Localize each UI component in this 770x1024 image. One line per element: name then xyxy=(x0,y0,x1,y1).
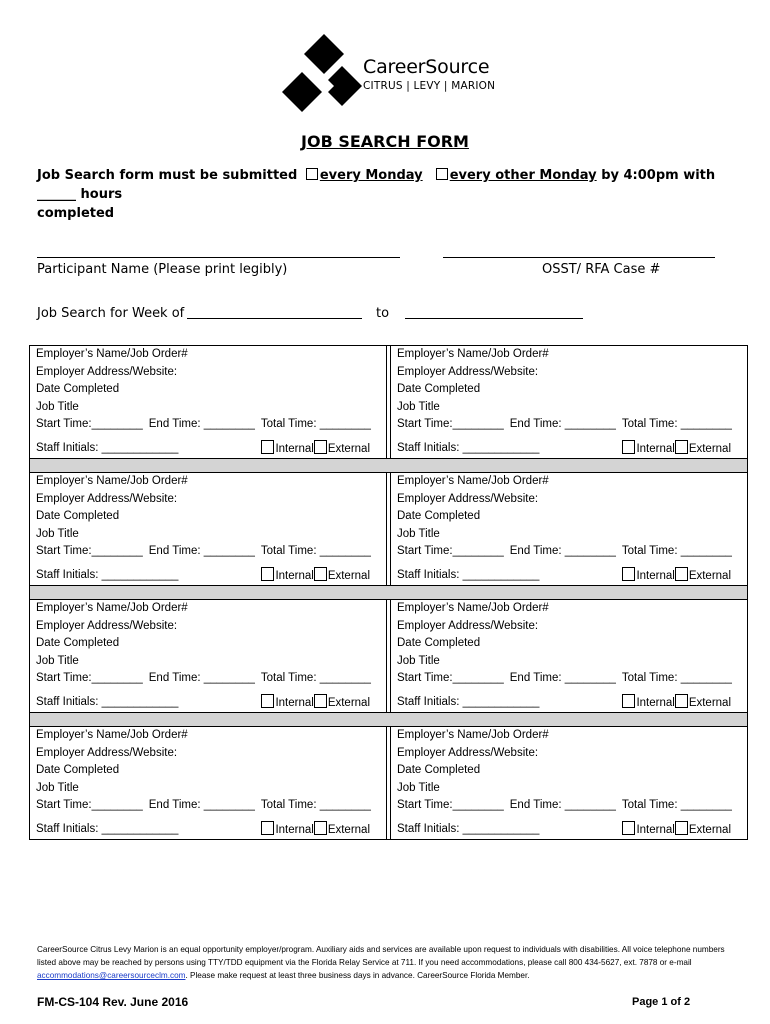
total-time-field[interactable]: Total Time: ________ xyxy=(621,545,732,557)
external-checkbox[interactable] xyxy=(675,440,688,454)
internal-checkbox[interactable] xyxy=(622,694,635,708)
job-title-field[interactable]: Job Title xyxy=(36,654,79,667)
end-time-field[interactable]: End Time: ________ xyxy=(509,545,616,557)
staff-initials-field[interactable]: Staff Initials: ____________ xyxy=(36,822,179,835)
address-field[interactable]: Employer Address/Website: xyxy=(36,365,178,378)
address-field[interactable]: Employer Address/Website: xyxy=(36,492,178,505)
start-time-field[interactable]: Start Time:________ xyxy=(397,799,504,811)
entry-right xyxy=(390,473,748,585)
internal-label: Internal xyxy=(636,569,675,582)
end-time-field[interactable]: End Time: ________ xyxy=(509,418,616,430)
page-number: Page 1 of 2 xyxy=(632,996,691,1008)
staff-initials-field[interactable]: Staff Initials: ____________ xyxy=(397,695,540,708)
external-label: External xyxy=(327,823,370,836)
entry-row xyxy=(29,726,748,840)
external-checkbox[interactable] xyxy=(675,694,688,708)
row-separator xyxy=(29,458,748,472)
external-checkbox[interactable] xyxy=(314,821,327,835)
end-time-field[interactable]: End Time: ________ xyxy=(148,799,255,811)
start-time-field[interactable]: Start Time:________ xyxy=(397,672,504,684)
start-time-field[interactable]: Start Time:________ xyxy=(397,545,504,557)
external-label: External xyxy=(688,696,731,709)
end-time-field[interactable]: End Time: ________ xyxy=(148,545,255,557)
staff-initials-field[interactable]: Staff Initials: ____________ xyxy=(397,822,540,835)
internal-label: Internal xyxy=(275,569,314,582)
employer-field[interactable]: Employer’s Name/Job Order# xyxy=(397,729,549,741)
internal-checkbox[interactable] xyxy=(261,567,274,581)
total-time-field[interactable]: Total Time: ________ xyxy=(260,672,371,684)
total-time-field[interactable]: Total Time: ________ xyxy=(260,545,371,557)
job-title-field[interactable]: Job Title xyxy=(397,527,440,540)
internal-checkbox[interactable] xyxy=(261,821,274,835)
total-time-field[interactable]: Total Time: ________ xyxy=(621,672,732,684)
staff-initials-field[interactable]: Staff Initials: ____________ xyxy=(36,568,179,581)
date-field[interactable]: Date Completed xyxy=(397,637,481,649)
internal-label: Internal xyxy=(636,823,675,836)
external-checkbox[interactable] xyxy=(314,440,327,454)
external-checkbox[interactable] xyxy=(314,694,327,708)
internal-label: Internal xyxy=(636,442,675,455)
end-time-field[interactable]: End Time: ________ xyxy=(148,672,255,684)
job-title-field[interactable]: Job Title xyxy=(397,781,440,794)
brand-subtitle: CITRUS | LEVY | MARION xyxy=(363,80,496,92)
end-time-field[interactable]: End Time: ________ xyxy=(148,418,255,430)
employer-field[interactable]: Employer’s Name/Job Order# xyxy=(36,602,188,614)
internal-checkbox[interactable] xyxy=(261,694,274,708)
every-monday-label: every Monday xyxy=(319,168,423,183)
date-field[interactable]: Date Completed xyxy=(397,383,481,395)
date-field[interactable]: Date Completed xyxy=(36,637,120,649)
start-time-field[interactable]: Start Time:________ xyxy=(36,672,143,684)
total-time-field[interactable]: Total Time: ________ xyxy=(260,418,371,430)
employer-field[interactable]: Employer’s Name/Job Order# xyxy=(36,729,188,741)
accommodations-email-link[interactable]: accommodations@careersourceclm.com xyxy=(37,971,186,980)
row-separator xyxy=(29,712,748,726)
external-label: External xyxy=(327,569,370,582)
end-time-field[interactable]: End Time: ________ xyxy=(509,672,616,684)
brand-name: CareerSource xyxy=(363,56,490,78)
internal-label: Internal xyxy=(636,696,675,709)
every-monday-checkbox[interactable] xyxy=(306,168,318,180)
employer-field[interactable]: Employer’s Name/Job Order# xyxy=(397,475,549,487)
entry-left xyxy=(29,727,387,839)
week-label: Job Search for Week of xyxy=(37,306,185,321)
entry-row xyxy=(29,472,748,585)
total-time-field[interactable]: Total Time: ________ xyxy=(621,418,732,430)
entry-left xyxy=(29,346,387,458)
entry-right xyxy=(390,600,748,712)
date-field[interactable]: Date Completed xyxy=(397,764,481,776)
careersource-logo xyxy=(282,34,372,116)
entry-row xyxy=(29,599,748,712)
every-other-monday-checkbox[interactable] xyxy=(436,168,448,180)
employer-field[interactable]: Employer’s Name/Job Order# xyxy=(397,348,549,360)
end-time-field[interactable]: End Time: ________ xyxy=(509,799,616,811)
employer-field[interactable]: Employer’s Name/Job Order# xyxy=(36,348,188,360)
participant-name-line[interactable] xyxy=(37,257,400,258)
job-title-field[interactable]: Job Title xyxy=(397,400,440,413)
staff-initials-field[interactable]: Staff Initials: ____________ xyxy=(36,695,179,708)
entry-right xyxy=(390,346,748,458)
start-time-field[interactable]: Start Time:________ xyxy=(397,418,504,430)
internal-checkbox[interactable] xyxy=(622,821,635,835)
start-time-field[interactable]: Start Time:________ xyxy=(36,545,143,557)
job-search-entries xyxy=(29,345,748,840)
instructions: Job Search form must be submitted every Monday every other Monday by 4:00pm with ______ hours completed xyxy=(37,168,716,221)
staff-initials-field[interactable]: Staff Initials: ____________ xyxy=(36,441,179,454)
address-field[interactable]: Employer Address/Website: xyxy=(36,619,178,632)
week-end-line[interactable] xyxy=(405,318,583,319)
entry-right xyxy=(390,727,748,839)
start-time-field[interactable]: Start Time:________ xyxy=(36,418,143,430)
job-title-field[interactable]: Job Title xyxy=(36,781,79,794)
external-checkbox[interactable] xyxy=(675,821,688,835)
case-number-label: OSST/ RFA Case # xyxy=(542,262,661,277)
external-label: External xyxy=(327,696,370,709)
external-label: External xyxy=(688,823,731,836)
job-title-field[interactable]: Job Title xyxy=(397,654,440,667)
external-label: External xyxy=(327,442,370,455)
address-field[interactable]: Employer Address/Website: xyxy=(397,365,539,378)
staff-initials-field[interactable]: Staff Initials: ____________ xyxy=(397,568,540,581)
date-field[interactable]: Date Completed xyxy=(36,764,120,776)
entry-row xyxy=(29,345,748,458)
entry-left xyxy=(29,473,387,585)
case-number-line[interactable] xyxy=(443,257,715,258)
internal-checkbox[interactable] xyxy=(622,567,635,581)
internal-checkbox[interactable] xyxy=(622,440,635,454)
internal-checkbox[interactable] xyxy=(261,440,274,454)
week-to-label: to xyxy=(376,306,390,321)
week-start-line[interactable] xyxy=(187,318,362,319)
date-field[interactable]: Date Completed xyxy=(36,510,120,522)
external-label: External xyxy=(688,442,731,455)
job-title-field[interactable]: Job Title xyxy=(36,527,79,540)
date-field[interactable]: Date Completed xyxy=(36,383,120,395)
external-label: External xyxy=(688,569,731,582)
total-time-field[interactable]: Total Time: ________ xyxy=(621,799,732,811)
row-separator xyxy=(29,585,748,599)
page-title: JOB SEARCH FORM xyxy=(301,132,469,151)
internal-label: Internal xyxy=(275,696,314,709)
employer-field[interactable]: Employer’s Name/Job Order# xyxy=(36,475,188,487)
form-id: FM-CS-104 Rev. June 2016 xyxy=(37,995,189,1009)
employer-field[interactable]: Employer’s Name/Job Order# xyxy=(397,602,549,614)
job-title-field[interactable]: Job Title xyxy=(36,400,79,413)
external-checkbox[interactable] xyxy=(675,567,688,581)
staff-initials-field[interactable]: Staff Initials: ____________ xyxy=(397,441,540,454)
address-field[interactable]: Employer Address/Website: xyxy=(397,619,539,632)
total-time-field[interactable]: Total Time: ________ xyxy=(260,799,371,811)
participant-name-label: Participant Name (Please print legibly) xyxy=(37,262,288,277)
external-checkbox[interactable] xyxy=(314,567,327,581)
address-field[interactable]: Employer Address/Website: xyxy=(36,746,178,759)
address-field[interactable]: Employer Address/Website: xyxy=(397,746,539,759)
entry-left xyxy=(29,600,387,712)
internal-label: Internal xyxy=(275,442,314,455)
footer-notice: CareerSource Citrus Levy Marion is an equal opportunity employer/program. Auxiliary aids and services are available upon request to individuals with disabilities. All voice telephone numbers listed above may be reached by persons using TTY/TDD equipment via the Florida Relay Service at 711. If you need accommodations, please call 800 434-5627, ext. 7878 or e-mail accommodations@careersourceclm.com. Please make request at least three business days in advance. CareerSource Florida Member. xyxy=(37,945,725,980)
internal-label: Internal xyxy=(275,823,314,836)
start-time-field[interactable]: Start Time:________ xyxy=(36,799,143,811)
date-field[interactable]: Date Completed xyxy=(397,510,481,522)
every-other-monday-label: every other Monday xyxy=(449,168,597,183)
address-field[interactable]: Employer Address/Website: xyxy=(397,492,539,505)
